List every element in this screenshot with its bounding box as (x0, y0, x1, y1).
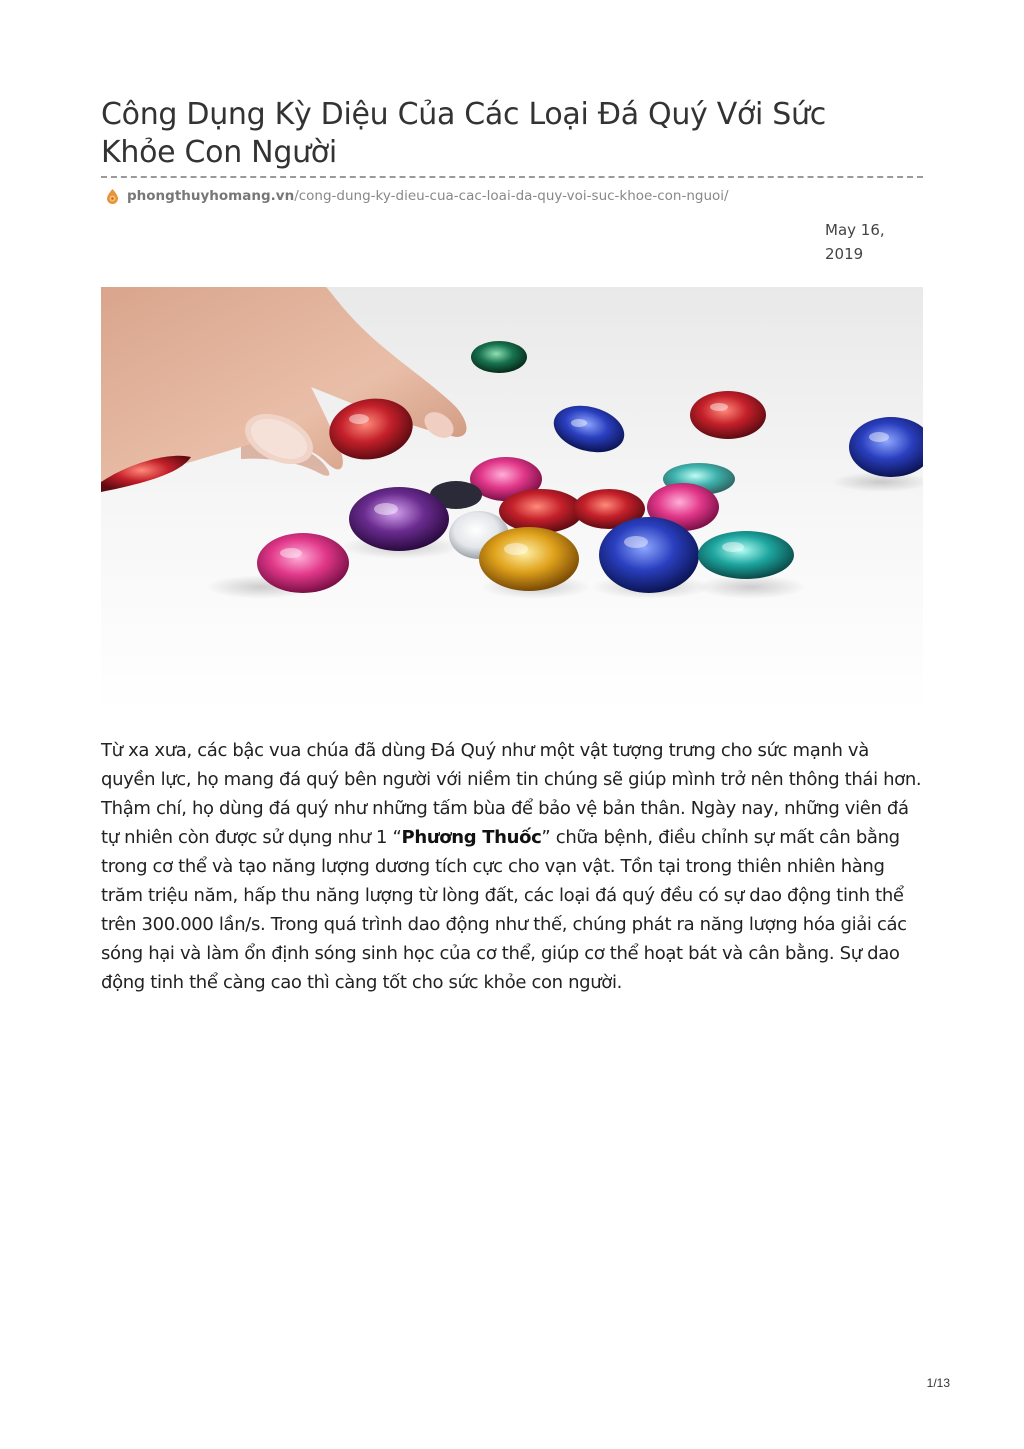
page-number: 1/13 (926, 1376, 950, 1390)
article-title: Công Dụng Kỳ Diệu Của Các Loại Đá Quý Với Sức Khỏe Con Người (101, 97, 826, 170)
article-paragraph (101, 736, 927, 997)
publish-date (825, 218, 915, 266)
garnet-gem (690, 391, 766, 439)
paragraph-text-part-1: Từ xa xưa, các bậc vua chúa đã dùng Đá Quý như một vật tượng trưng cho sức mạnh và quyền lực, họ mang đá quý bên người với niềm tin chúng sẽ giúp mình trở nên thông thái hơn. Thậm chí, họ dùng đá quý như những tấm bùa để bảo vệ bản thân. Ngày nay, những viên đá tự nhiên còn được sử dụng như 1 “ (101, 740, 922, 848)
amethyst-gem (349, 487, 449, 551)
publish-date-month-day: May 16, (825, 221, 885, 239)
pink-gem-left (257, 533, 349, 593)
gemstones-photo (101, 287, 923, 713)
title-divider (101, 176, 923, 178)
sapphire-gem-front (599, 517, 699, 593)
citrine-gem (479, 527, 579, 591)
source-path: /cong-dung-ky-dieu-cua-cac-loai-da-quy-voi-suc-khoe-con-nguoi/ (294, 188, 729, 204)
paragraph-bold-phrase: Phương Thuốc (401, 827, 542, 848)
publish-date-year: 2019 (825, 245, 864, 263)
hero-image (101, 287, 923, 713)
site-favicon-drop-icon (104, 188, 121, 205)
red-gem-middle (499, 489, 583, 533)
source-domain: phongthuyhomang.vn (127, 188, 295, 204)
aquamarine-gem (698, 531, 794, 579)
paragraph-text-part-2: ” chữa bệnh, điều chỉnh sự mất cân bằng trong cơ thể và tạo năng lượng dương tích cực cho vạn vật. Tồn tại trong thiên nhiên hàng trăm triệu năm, hấp thu năng lượng từ lòng đất, các loại đá quý đều có sự dao động tinh thể trên 300.000 lần/s. Trong quá trình dao động như thế, chúng phát ra năng lượng hóa giải các sóng hại và làm ổn định sóng sinh học của cơ thể, giúp cơ thể hoạt bát và cân bằng. Sự dao động tinh thể càng cao thì càng tốt cho sức khỏe con người. (101, 827, 907, 993)
emerald-gem (471, 341, 527, 373)
source-url[interactable] (104, 186, 729, 206)
